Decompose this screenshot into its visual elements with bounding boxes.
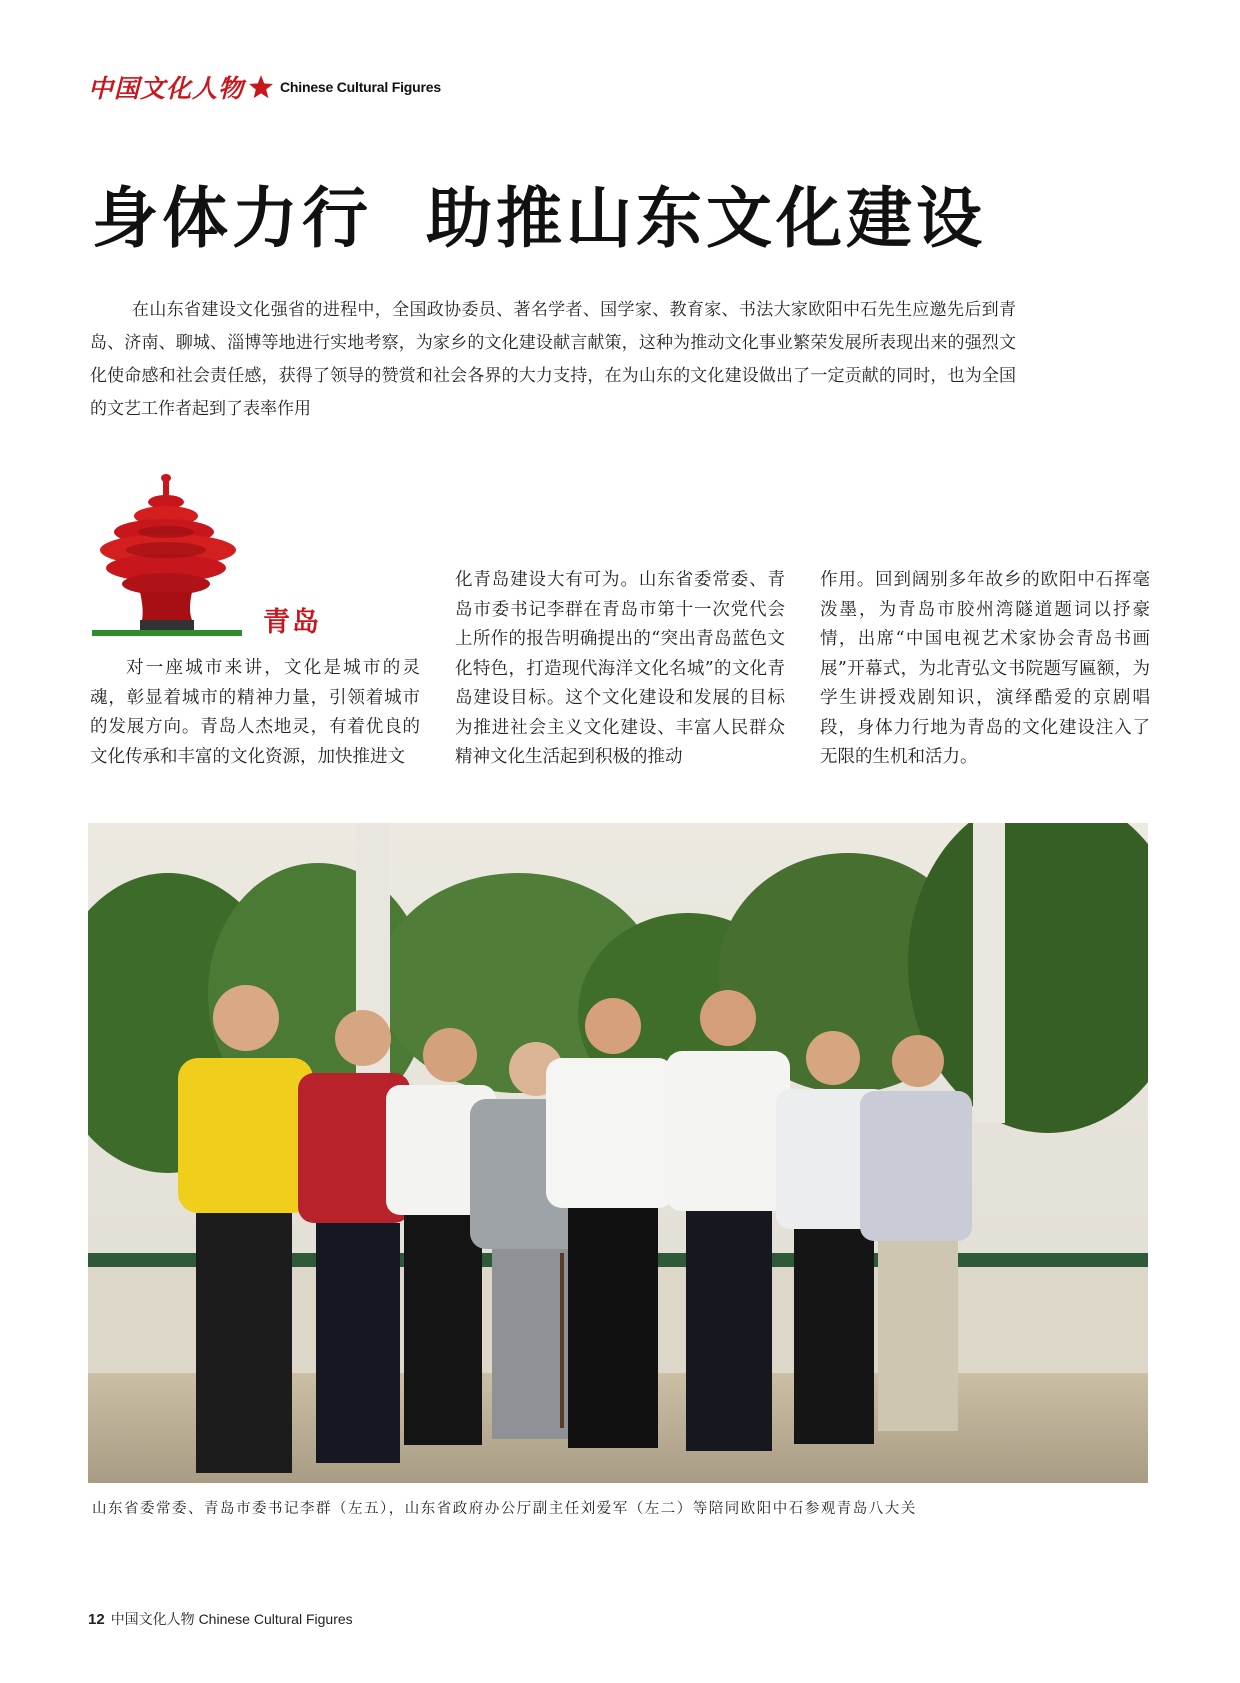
article-title: 身体力行 助推山东文化建设 [92, 179, 986, 257]
sculpture-icon [92, 470, 242, 642]
article-intro: 在山东省建设文化强省的进程中，全国政协委员、著名学者、国学家、教育家、书法大家欧阳中石先生应邀先后到青岛、济南、聊城、淄博等地进行实地考察，为家乡的文化建设献言献策，这种为推动文化事业繁荣发展所表现出来的强烈文化使命感和社会责任感，获得了领导的赞赏和社会各界的大力支持，在为山东的文化建设做出了一定贡献的同时，也为全国的文艺工作者起到了表率作用 [90, 300, 1016, 419]
brand-chinese: 中国文化人物 [88, 74, 245, 103]
photo-caption: 山东省委常委、青岛市委书记李群（左五），山东省政府办公厅副主任刘爱军（左二）等陪同欧阳中石参观青岛八大关 [92, 1501, 917, 1517]
section-title: 青岛 [263, 607, 321, 638]
star-icon [248, 74, 274, 100]
brand-english: Chinese Cultural Figures [280, 79, 441, 95]
footer-publication: 中国文化人物 Chinese Cultural Figures [110, 1611, 353, 1627]
body-column-1: 对一座城市来讲，文化是城市的灵魂，彰显着城市的精神力量，引领着城市的发展方向。青岛人杰地灵，有着优良的文化传承和丰富的文化资源，加快推进文 [90, 658, 420, 767]
page-footer [88, 1609, 353, 1629]
masthead [88, 70, 441, 104]
body-column-3: 作用。回到阔别多年故乡的欧阳中石挥毫泼墨，为青岛市胶州湾隧道题词以抒豪情，出席“中国电视艺术家协会青岛书画展”开幕式，为北青弘文书院题写匾额，为学生讲授戏剧知识，演绎酷爱的京剧唱段，身体力行地为青岛的文化建设注入了无限的生机和活力。 [820, 570, 1150, 767]
body-column-2: 化青岛建设大有可为。山东省委常委、青岛市委书记李群在青岛市第十一次党代会上所作的报告明确提出的“突出青岛蓝色文化特色，打造现代海洋文化名城”的文化青岛建设目标。这个文化建设和发展的目标为推进社会主义文化建设、丰富人民群众精神文化生活起到积极的推动 [455, 570, 785, 767]
page-number: 12 [88, 1611, 105, 1628]
group-photo [88, 823, 1148, 1483]
